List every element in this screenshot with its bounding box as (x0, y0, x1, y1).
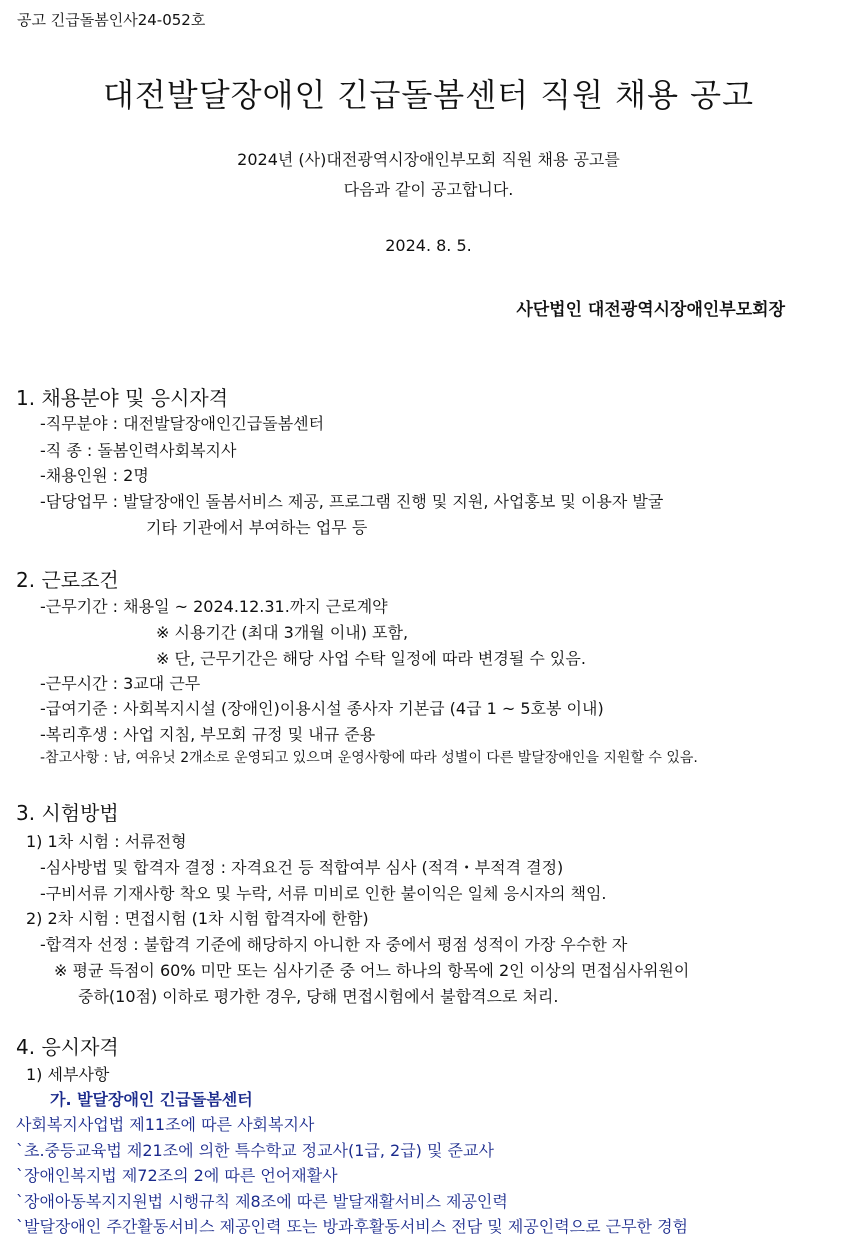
first-exam: 1) 1차 시험 : 서류전형 (26, 832, 187, 851)
organization-signature: 사단법인 대전광역시장애인부모회장 (516, 300, 785, 320)
work-period-note-1: ※ 시용기간 (최대 3개월 이내) 포함, (156, 623, 409, 642)
job-field: -직무분야 : 대전발달장애인긴급돌봄센터 (40, 414, 325, 433)
second-exam: 2) 2차 시험 : 면접시험 (1차 시험 합격자에 한함) (26, 909, 369, 928)
second-exam-note-1: ※ 평균 득점이 60% 미만 또는 심사기준 중 어느 하나의 항목에 2인 이상의 면접심사위원이 (54, 961, 690, 980)
section-3-heading: 3. 시험방법 (16, 801, 119, 825)
qualification-5: `발달장애인 주간활동서비스 제공인력 또는 방과후활동서비스 전담 및 제공인력으로 근무한 경험 (16, 1217, 689, 1236)
job-duty-line-2: 기타 기관에서 부여하는 업무 등 (146, 518, 368, 537)
details-subheading: 1) 세부사항 (26, 1065, 110, 1084)
qualification-1: 사회복지사업법 제11조에 따른 사회복지사 (16, 1115, 315, 1134)
work-period: -근무기간 : 채용일 ~ 2024.12.31.까지 근로계약 (40, 597, 388, 616)
work-period-note-2: ※ 단, 근무기간은 해당 사업 수탁 일정에 따라 변경될 수 있음. (156, 649, 586, 668)
qualification-4: `장애아동복지지원법 시행규칙 제8조에 따른 발달재활서비스 제공인력 (16, 1192, 508, 1211)
section-2-heading: 2. 근로조건 (16, 568, 119, 592)
job-duty-line-1: -담당업무 : 발달장애인 돌봄서비스 제공, 프로그램 진행 및 지원, 사업홍보 및 이용자 발굴 (40, 492, 664, 511)
welfare: -복리후생 : 사업 지침, 부모회 규정 및 내규 준용 (40, 725, 376, 744)
section-4-heading: 4. 응시자격 (16, 1035, 119, 1059)
second-exam-selection: -합격자 선정 : 불합격 기준에 해당하지 아니한 자 중에서 평점 성적이 가장 우수한 자 (40, 935, 628, 954)
notice-number: 공고 긴급돌봄인사24-052호 (17, 11, 206, 29)
reference-note: -참고사항 : 남, 여유닛 2개소로 운영되고 있으며 운영사항에 따라 성별이 다른 발달장애인을 지원할 수 있음. (40, 750, 698, 766)
qualification-2: `초.중등교육법 제21조에 의한 특수학교 정교사(1급, 2급) 및 준교사 (16, 1141, 494, 1160)
second-exam-note-2: 중하(10점) 이하로 평가한 경우, 당해 면접시험에서 불합격으로 처리. (78, 987, 559, 1006)
section-1-heading: 1. 채용분야 및 응시자격 (16, 386, 229, 410)
first-exam-method: -심사방법 및 합격자 결정 : 자격요건 등 적합여부 심사 (적격・부적격 결정) (40, 858, 564, 877)
intro-line-2: 다음과 같이 공고합니다. (343, 180, 514, 199)
intro-line-1: 2024년 (사)대전광역시장애인부모회 직원 채용 공고를 (237, 150, 620, 169)
first-exam-documents: -구비서류 기재사항 착오 및 누락, 서류 미비로 인한 불이익은 일체 응시자의 책임. (40, 884, 607, 903)
qualification-3: `장애인복지법 제72조의 2에 따른 언어재활사 (16, 1166, 338, 1185)
center-label: 가. 발달장애인 긴급돌봄센터 (50, 1090, 253, 1109)
announcement-date: 2024. 8. 5. (385, 236, 472, 255)
job-type: -직 종 : 돌봄인력사회복지사 (40, 441, 237, 460)
work-hours: -근무시간 : 3교대 근무 (40, 674, 201, 693)
page-title: 대전발달장애인 긴급돌봄센터 직원 채용 공고 (102, 76, 755, 114)
hire-count: -채용인원 : 2명 (40, 466, 149, 485)
salary-standard: -급여기준 : 사회복지시설 (장애인)이용시설 종사자 기본급 (4급 1 ~ 5호봉 이내) (40, 699, 604, 718)
